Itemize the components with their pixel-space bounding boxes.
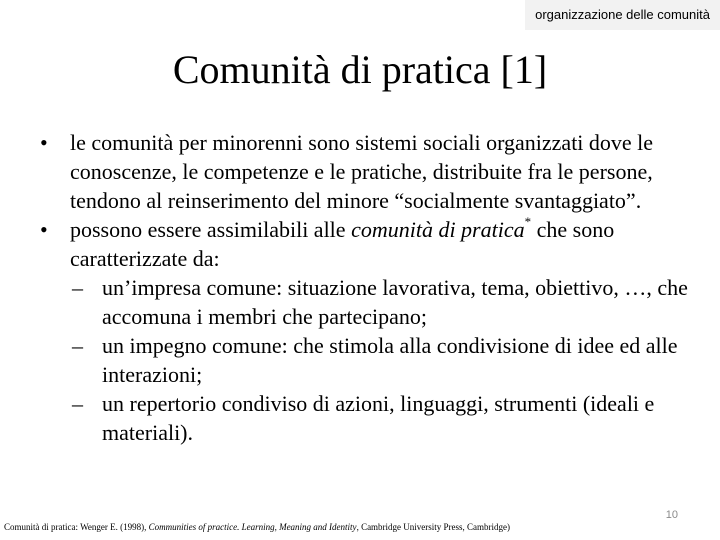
bullet-text: possono essere assimilabili alle — [70, 217, 352, 242]
sub-bullet-text: un repertorio condiviso di azioni, linguaggi, strumenti (ideali e materiali). — [102, 391, 655, 445]
sub-bullet-text: un impegno comune: che stimola alla condivisione di idee ed alle interazioni; — [102, 333, 678, 387]
footnote-marker: * — [524, 214, 532, 229]
bullet-item — [30, 215, 690, 273]
page-number: 10 — [665, 509, 678, 521]
bullet-text: che sono caratterizzate da: — [70, 217, 615, 271]
footnote-text: Comunità di pratica: Wenger E. (1998), — [4, 522, 149, 532]
section-tag: organizzazione delle comunità — [525, 0, 720, 30]
sub-bullet-text: un’impresa comune: situazione lavorativa, tema, obiettivo, …, che accomuna i membri che partecipano; — [102, 275, 688, 329]
slide-body — [30, 128, 690, 447]
bullet-text: le comunità per minorenni sono sistemi sociali organizzati dove le conoscenze, le competenze e le pratiche, distribuite fra le persone, tendono al reinserimento del minore “socialmente svantaggiato”. — [70, 130, 654, 213]
footnote-text-end: , Cambridge University Press, Cambridge) — [356, 522, 511, 532]
sub-bullet-item — [30, 389, 690, 447]
sub-bullet-item — [30, 331, 690, 389]
footnote — [4, 522, 510, 532]
slide-title: Comunità di pratica [1] — [172, 47, 548, 92]
emphasis-term: comunità di pratica — [351, 217, 525, 242]
sub-bullet-item — [30, 273, 690, 331]
bullet-item — [30, 128, 690, 215]
footnote-book-title: Communities of practice. Learning, Meaning and Identity — [148, 522, 357, 532]
